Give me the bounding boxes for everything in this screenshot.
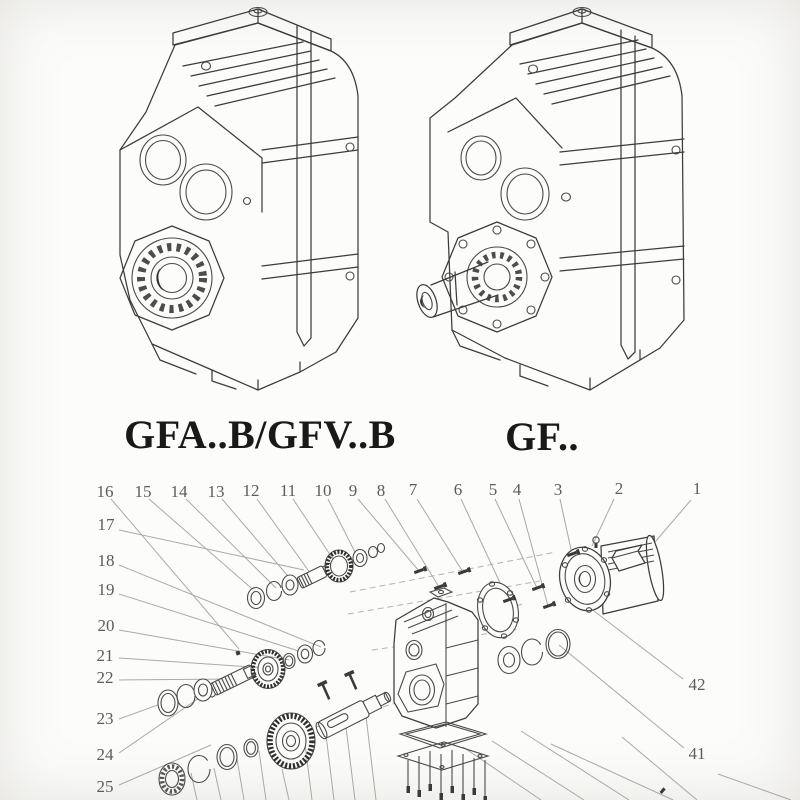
callout-2: 2: [614, 479, 624, 498]
model-label-gf: GF..: [505, 414, 579, 459]
callout-9: 9: [348, 481, 358, 500]
callout-25: 25: [96, 777, 114, 796]
callout-5: 5: [488, 480, 498, 499]
output-flange-ring: [473, 578, 524, 641]
cover-bolt: [317, 680, 334, 701]
callout-24: 24: [96, 745, 114, 764]
callout-3: 3: [553, 480, 563, 499]
callout-13: 13: [207, 482, 225, 501]
model-label-gfab-gfvb: GFA..B/GFV..B: [124, 412, 396, 457]
output-shaft: [314, 688, 394, 741]
cover-bolt: [344, 670, 361, 691]
callout-41: 41: [688, 744, 706, 763]
callout-23: 23: [96, 709, 114, 728]
bottom-cover-and-bolts: [398, 722, 488, 800]
callout-10: 10: [314, 481, 332, 500]
callout-18: 18: [97, 551, 115, 570]
callout-8: 8: [376, 481, 386, 500]
exploded-diagram: [97, 479, 792, 800]
model-labels: [124, 412, 579, 459]
gearbox-drawing-gf: [413, 8, 684, 391]
callout-12: 12: [242, 481, 260, 500]
callout-22: 22: [96, 668, 114, 687]
callout-17: 17: [97, 515, 115, 534]
gearbox-drawing-gfab-gfvb: [120, 8, 358, 391]
callout-20: 20: [97, 616, 115, 635]
callout-15: 15: [134, 482, 152, 501]
callout-4: 4: [512, 480, 522, 499]
callout-11: 11: [279, 481, 297, 500]
callout-42: 42: [688, 675, 706, 694]
exploded-housing: [394, 588, 478, 728]
callout-6: 6: [453, 480, 463, 499]
callout-7: 7: [408, 480, 418, 499]
callout-14: 14: [170, 482, 188, 501]
callout-19: 19: [97, 580, 115, 599]
callout-16: 16: [96, 482, 114, 501]
output-bearing-and-rings: [498, 630, 570, 674]
callout-1: 1: [692, 479, 702, 498]
callout-21: 21: [96, 646, 114, 665]
